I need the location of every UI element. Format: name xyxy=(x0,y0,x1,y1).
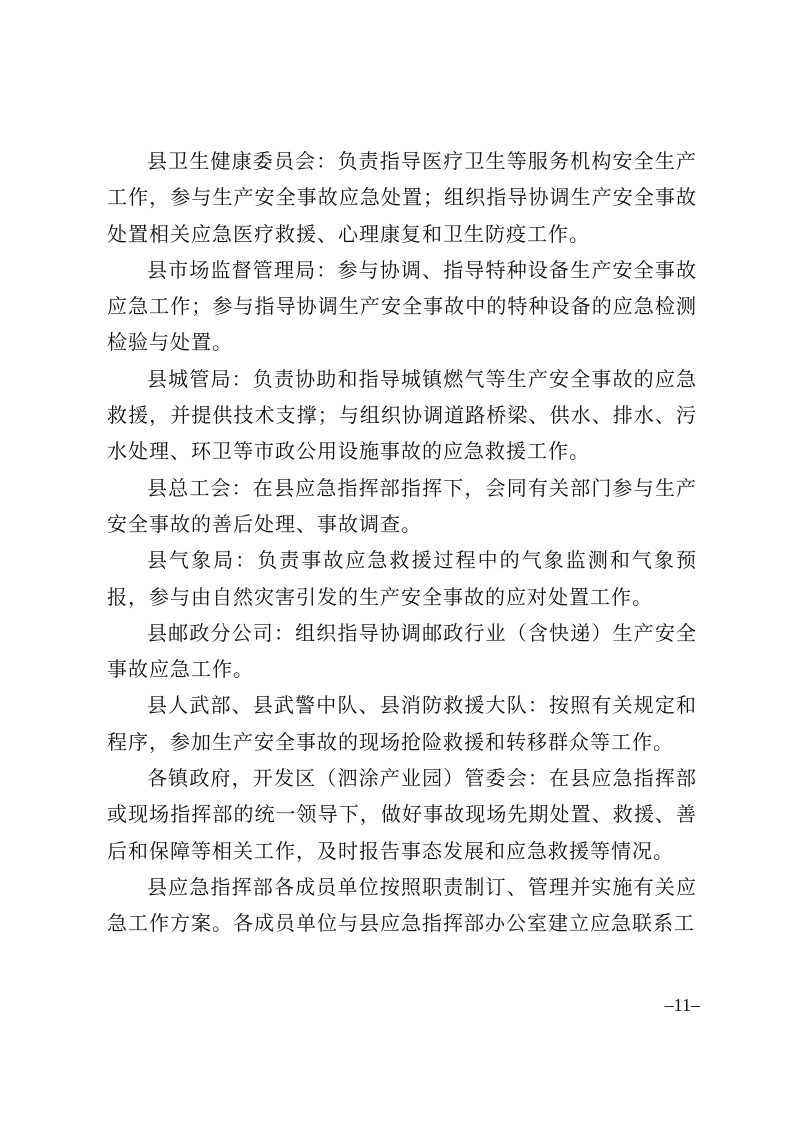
body-text xyxy=(107,143,697,942)
paragraph-urban-management: 县城管局：负责协助和指导城镇燃气等生产安全事故的应急救援，并提供技术支撑；与组织协调道路桥梁、供水、排水、污水处理、环卫等市政公用设施事故的应急救援工作。 xyxy=(107,366,697,464)
paragraph-member-units: 县应急指挥部各成员单位按照职责制订、管理并实施有关应急工作方案。各成员单位与县应急指挥部办公室建立应急联系工 xyxy=(107,874,697,936)
paragraph-meteorological-bureau: 县气象局：负责事故应急救援过程中的气象监测和气象预报，参与由自然灾害引发的生产安全事故的应对处置工作。 xyxy=(107,548,697,609)
page-number: –11– xyxy=(664,995,700,1015)
paragraph-town-governments: 各镇政府，开发区（泗涂产业园）管委会：在县应急指挥部或现场指挥部的统一领导下，做好事故现场先期处置、救援、善后和保障等相关工作，及时报告事态发展和应急救援等情况。 xyxy=(107,766,697,863)
paragraph-trade-union: 县总工会：在县应急指挥部指挥下，会同有关部门参与生产安全事故的善后处理、事故调查。 xyxy=(107,475,697,536)
paragraph-market-supervision: 县市场监督管理局：参与协调、指导特种设备生产安全事故应急工作；参与指导协调生产安全事故中的特种设备的应急检测检验与处置。 xyxy=(107,257,697,355)
paragraph-armed-forces: 县人武部、县武警中队、县消防救援大队：按照有关规定和程序，参加生产安全事故的现场抢险救援和转移群众等工作。 xyxy=(107,693,697,754)
paragraph-health-commission: 县卫生健康委员会：负责指导医疗卫生等服务机构安全生产工作，参与生产安全事故应急处置；组织指导协调生产安全事故处置相关应急医疗救援、心理康复和卫生防疫工作。 xyxy=(107,149,697,246)
paragraph-postal-company: 县邮政分公司：组织指导协调邮政行业（含快递）生产安全事故应急工作。 xyxy=(107,620,697,682)
